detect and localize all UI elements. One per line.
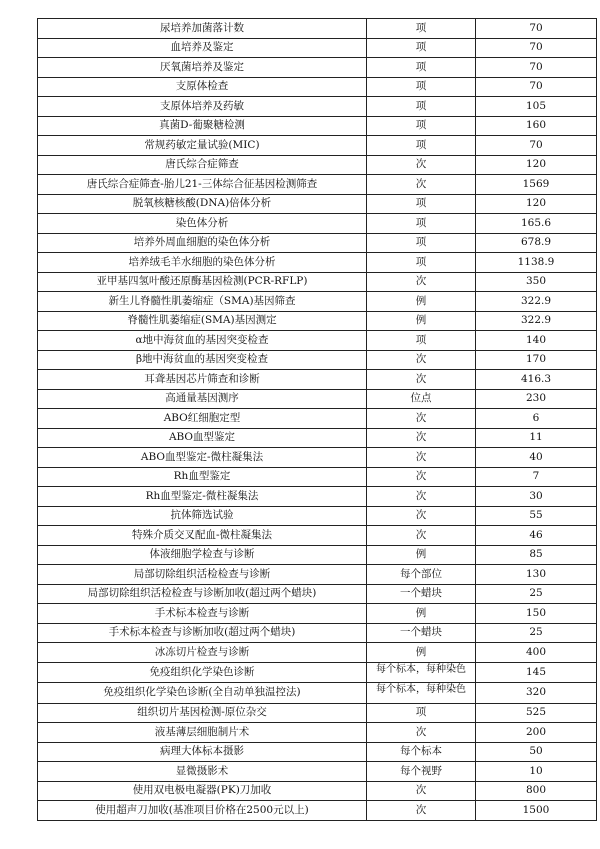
item-name-cell: 培养外周血细胞的染色体分析 bbox=[38, 233, 367, 253]
price-cell: 1500 bbox=[476, 801, 597, 821]
table-row bbox=[38, 584, 597, 604]
table-row bbox=[38, 136, 597, 156]
table-row bbox=[38, 506, 597, 526]
item-name-cell: 手术标本检查与诊断 bbox=[38, 604, 367, 624]
unit-cell: 例 bbox=[367, 643, 476, 663]
item-name-cell: ABO血型鉴定-微柱凝集法 bbox=[38, 448, 367, 468]
price-cell: 230 bbox=[476, 389, 597, 409]
unit-cell: 次 bbox=[367, 448, 476, 468]
unit-cell: 次 bbox=[367, 350, 476, 370]
unit-cell: 项 bbox=[367, 58, 476, 78]
price-cell: 25 bbox=[476, 623, 597, 643]
item-name-cell: 厌氧菌培养及鉴定 bbox=[38, 58, 367, 78]
table-row bbox=[38, 58, 597, 78]
item-name-cell: ABO血型鉴定 bbox=[38, 428, 367, 448]
table-row bbox=[38, 155, 597, 175]
price-cell: 85 bbox=[476, 545, 597, 565]
item-name-cell: 显微摄影术 bbox=[38, 762, 367, 782]
price-cell: 140 bbox=[476, 331, 597, 351]
table-body bbox=[38, 19, 597, 821]
item-name-cell: 组织切片基因检测-原位杂交 bbox=[38, 703, 367, 723]
table-row bbox=[38, 781, 597, 801]
price-cell: 350 bbox=[476, 272, 597, 292]
item-name-cell: 冰冻切片检查与诊断 bbox=[38, 643, 367, 663]
table-row bbox=[38, 97, 597, 117]
unit-cell: 例 bbox=[367, 545, 476, 565]
item-name-cell: β地中海贫血的基因突变检查 bbox=[38, 350, 367, 370]
table-row bbox=[38, 762, 597, 782]
price-cell: 6 bbox=[476, 409, 597, 429]
item-name-cell: 新生儿脊髓性肌萎缩症（SMA)基因筛查 bbox=[38, 292, 367, 312]
table-row bbox=[38, 448, 597, 468]
price-cell: 7 bbox=[476, 467, 597, 487]
unit-cell: 每个部位 bbox=[367, 565, 476, 585]
item-name-cell: 特殊介质交叉配血-微柱凝集法 bbox=[38, 526, 367, 546]
table-row bbox=[38, 467, 597, 487]
price-cell: 800 bbox=[476, 781, 597, 801]
table-row bbox=[38, 116, 597, 136]
table-row bbox=[38, 662, 597, 683]
table-row bbox=[38, 19, 597, 39]
price-cell: 130 bbox=[476, 565, 597, 585]
item-name-cell: 抗体筛选试验 bbox=[38, 506, 367, 526]
price-cell: 70 bbox=[476, 58, 597, 78]
unit-cell: 次 bbox=[367, 370, 476, 390]
unit-cell: 次 bbox=[367, 409, 476, 429]
price-cell: 70 bbox=[476, 136, 597, 156]
price-cell: 165.6 bbox=[476, 214, 597, 234]
table-row bbox=[38, 77, 597, 97]
unit-cell: 项 bbox=[367, 77, 476, 97]
price-cell: 322.9 bbox=[476, 311, 597, 331]
price-cell: 160 bbox=[476, 116, 597, 136]
unit-cell: 项 bbox=[367, 214, 476, 234]
price-cell: 150 bbox=[476, 604, 597, 624]
table-row bbox=[38, 643, 597, 663]
unit-cell: 每个标本，每种染色 bbox=[367, 662, 476, 683]
price-table bbox=[37, 18, 597, 821]
price-cell: 120 bbox=[476, 155, 597, 175]
table-row bbox=[38, 214, 597, 234]
unit-cell: 例 bbox=[367, 292, 476, 312]
unit-cell: 项 bbox=[367, 194, 476, 214]
table-row bbox=[38, 565, 597, 585]
price-cell: 322.9 bbox=[476, 292, 597, 312]
item-name-cell: 病理大体标本摄影 bbox=[38, 742, 367, 762]
price-cell: 11 bbox=[476, 428, 597, 448]
table-row bbox=[38, 801, 597, 821]
table-row bbox=[38, 723, 597, 743]
price-cell: 678.9 bbox=[476, 233, 597, 253]
item-name-cell: 手术标本检查与诊断加收(超过两个蜡块) bbox=[38, 623, 367, 643]
item-name-cell: 耳聋基因芯片筛查和诊断 bbox=[38, 370, 367, 390]
price-cell: 70 bbox=[476, 77, 597, 97]
price-cell: 25 bbox=[476, 584, 597, 604]
item-name-cell: 免疫组织化学染色诊断(全自动单独温控法) bbox=[38, 683, 367, 704]
item-name-cell: 使用超声刀加收(基准项目价格在2500元以上) bbox=[38, 801, 367, 821]
table-row bbox=[38, 703, 597, 723]
table-row bbox=[38, 350, 597, 370]
table-row bbox=[38, 683, 597, 704]
table-row bbox=[38, 526, 597, 546]
unit-cell: 次 bbox=[367, 155, 476, 175]
table-row bbox=[38, 428, 597, 448]
unit-cell: 项 bbox=[367, 97, 476, 117]
table-row bbox=[38, 272, 597, 292]
unit-cell: 项 bbox=[367, 38, 476, 58]
table-row bbox=[38, 487, 597, 507]
item-name-cell: 体液细胞学检查与诊断 bbox=[38, 545, 367, 565]
price-cell: 70 bbox=[476, 19, 597, 39]
unit-cell: 次 bbox=[367, 487, 476, 507]
unit-cell: 次 bbox=[367, 801, 476, 821]
unit-cell: 次 bbox=[367, 526, 476, 546]
unit-cell: 项 bbox=[367, 116, 476, 136]
unit-cell: 次 bbox=[367, 175, 476, 195]
item-name-cell: 支原体培养及药敏 bbox=[38, 97, 367, 117]
item-name-cell: 脊髓性肌萎缩症(SMA)基因测定 bbox=[38, 311, 367, 331]
table-row bbox=[38, 409, 597, 429]
item-name-cell: 局部切除组织活检检查与诊断加收(超过两个蜡块) bbox=[38, 584, 367, 604]
item-name-cell: ABO红细胞定型 bbox=[38, 409, 367, 429]
unit-cell: 例 bbox=[367, 604, 476, 624]
price-cell: 70 bbox=[476, 38, 597, 58]
table-row bbox=[38, 194, 597, 214]
table-row bbox=[38, 175, 597, 195]
item-name-cell: 染色体分析 bbox=[38, 214, 367, 234]
item-name-cell: 尿培养加菌落计数 bbox=[38, 19, 367, 39]
item-name-cell: 常规药敏定量试验(MIC) bbox=[38, 136, 367, 156]
price-cell: 320 bbox=[476, 683, 597, 704]
unit-cell: 一个蜡块 bbox=[367, 584, 476, 604]
item-name-cell: α地中海贫血的基因突变检查 bbox=[38, 331, 367, 351]
unit-cell: 位点 bbox=[367, 389, 476, 409]
unit-cell: 项 bbox=[367, 331, 476, 351]
item-name-cell: 唐氏综合症筛查-胎儿21-三体综合征基因检测筛查 bbox=[38, 175, 367, 195]
unit-cell: 每个标本，每种染色 bbox=[367, 683, 476, 704]
price-cell: 170 bbox=[476, 350, 597, 370]
price-cell: 46 bbox=[476, 526, 597, 546]
price-cell: 55 bbox=[476, 506, 597, 526]
item-name-cell: 高通量基因测序 bbox=[38, 389, 367, 409]
price-cell: 105 bbox=[476, 97, 597, 117]
price-cell: 1569 bbox=[476, 175, 597, 195]
price-cell: 200 bbox=[476, 723, 597, 743]
price-cell: 120 bbox=[476, 194, 597, 214]
price-cell: 1138.9 bbox=[476, 253, 597, 273]
price-cell: 30 bbox=[476, 487, 597, 507]
price-cell: 40 bbox=[476, 448, 597, 468]
item-name-cell: 液基薄层细胞制片术 bbox=[38, 723, 367, 743]
unit-cell: 项 bbox=[367, 253, 476, 273]
price-cell: 416.3 bbox=[476, 370, 597, 390]
item-name-cell: 血培养及鉴定 bbox=[38, 38, 367, 58]
table-row bbox=[38, 233, 597, 253]
price-cell: 525 bbox=[476, 703, 597, 723]
item-name-cell: Rh血型鉴定 bbox=[38, 467, 367, 487]
table-row bbox=[38, 623, 597, 643]
item-name-cell: 真菌D-葡聚糖检测 bbox=[38, 116, 367, 136]
table-row bbox=[38, 370, 597, 390]
unit-cell: 次 bbox=[367, 506, 476, 526]
unit-cell: 每个标本 bbox=[367, 742, 476, 762]
table-row bbox=[38, 742, 597, 762]
item-name-cell: 免疫组织化学染色诊断 bbox=[38, 662, 367, 683]
unit-cell: 每个视野 bbox=[367, 762, 476, 782]
item-name-cell: 局部切除组织活检检查与诊断 bbox=[38, 565, 367, 585]
unit-cell: 一个蜡块 bbox=[367, 623, 476, 643]
unit-cell: 次 bbox=[367, 781, 476, 801]
price-cell: 400 bbox=[476, 643, 597, 663]
table-row bbox=[38, 311, 597, 331]
price-cell: 50 bbox=[476, 742, 597, 762]
item-name-cell: 使用双电极电凝器(PK)刀加收 bbox=[38, 781, 367, 801]
item-name-cell: 亚甲基四氢叶酸还原酶基因检测(PCR-RFLP) bbox=[38, 272, 367, 292]
table-row bbox=[38, 389, 597, 409]
item-name-cell: 支原体检查 bbox=[38, 77, 367, 97]
item-name-cell: 唐氏综合症筛查 bbox=[38, 155, 367, 175]
table-row bbox=[38, 292, 597, 312]
unit-cell: 次 bbox=[367, 272, 476, 292]
table-row bbox=[38, 545, 597, 565]
table-row bbox=[38, 253, 597, 273]
unit-cell: 项 bbox=[367, 233, 476, 253]
item-name-cell: Rh血型鉴定-微柱凝集法 bbox=[38, 487, 367, 507]
price-cell: 145 bbox=[476, 662, 597, 683]
table-row bbox=[38, 331, 597, 351]
unit-cell: 项 bbox=[367, 19, 476, 39]
table-row bbox=[38, 38, 597, 58]
unit-cell: 项 bbox=[367, 136, 476, 156]
unit-cell: 次 bbox=[367, 467, 476, 487]
item-name-cell: 脱氧核糖核酸(DNA)倍体分析 bbox=[38, 194, 367, 214]
unit-cell: 次 bbox=[367, 723, 476, 743]
price-cell: 10 bbox=[476, 762, 597, 782]
item-name-cell: 培养绒毛羊水细胞的染色体分析 bbox=[38, 253, 367, 273]
unit-cell: 次 bbox=[367, 428, 476, 448]
unit-cell: 项 bbox=[367, 703, 476, 723]
table-row bbox=[38, 604, 597, 624]
unit-cell: 例 bbox=[367, 311, 476, 331]
